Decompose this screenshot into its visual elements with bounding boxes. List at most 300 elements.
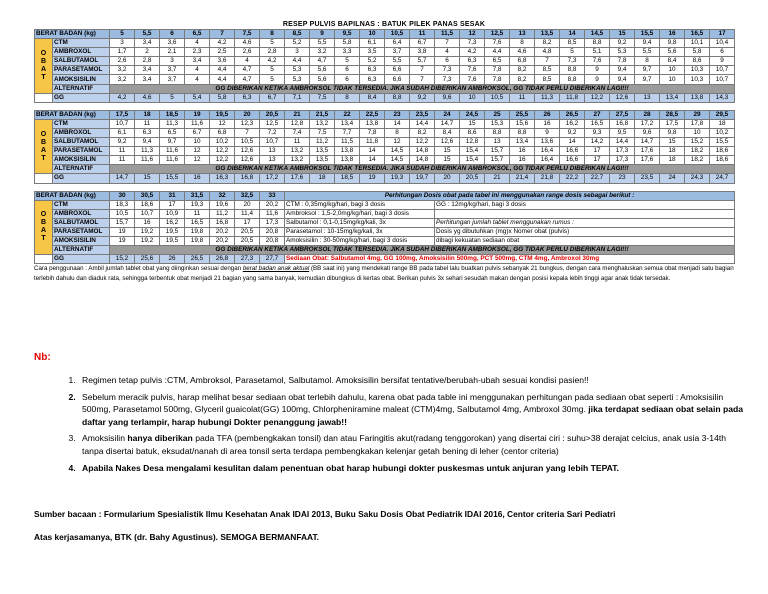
dose-cell: 27,7 — [260, 255, 285, 264]
dose-cell: 6,7 — [185, 128, 210, 137]
dose-range-note: Amoksisilin : 30-50mg/kg/hari, bagi 3 dosis — [285, 236, 435, 245]
dose-cell: 9,4 — [635, 39, 660, 48]
dose-cell: 24 — [660, 174, 685, 183]
drug-row — [35, 119, 735, 128]
dose-cell: 3,2 — [110, 75, 135, 84]
nb-item — [78, 374, 748, 387]
acknowledgement: Atas kerjasamanya, BTK (dr. Bahy Agustinus). SEMOGA BERMANFAAT. — [34, 532, 319, 542]
dose-cell: 8,2 — [510, 66, 535, 75]
dose-cell: 16 — [510, 156, 535, 165]
dose-cell: 8,8 — [385, 93, 410, 102]
dose-cell: 16,6 — [560, 147, 585, 156]
dose-cell: 16,2 — [560, 119, 585, 128]
weight-header-cell: 32 — [210, 191, 235, 200]
dose-cell: 3,4 — [135, 66, 160, 75]
dose-cell: 20,5 — [460, 174, 485, 183]
dose-cell: 19,3 — [185, 200, 210, 209]
dose-cell: 8,6 — [460, 128, 485, 137]
weight-header-cell: 25 — [485, 110, 510, 119]
drug-row — [35, 209, 735, 218]
dose-cell: 11,3 — [535, 93, 560, 102]
dose-cell: 11 — [110, 147, 135, 156]
obat-letter: B — [40, 138, 47, 146]
dose-cell: 10,3 — [685, 75, 710, 84]
drug-row — [35, 57, 735, 66]
dose-cell: 2,1 — [160, 48, 185, 57]
dose-cell: 23 — [610, 174, 635, 183]
dose-cell: 17,3 — [260, 218, 285, 227]
dose-cell: 8,6 — [685, 57, 710, 66]
dose-cell: 18 — [660, 147, 685, 156]
dose-cell: 10,5 — [485, 93, 510, 102]
dose-cell: 12,2 — [210, 147, 235, 156]
dose-cell: 20,8 — [260, 227, 285, 236]
weight-header-cell: 8 — [260, 30, 285, 39]
dose-cell: 5,2 — [285, 39, 310, 48]
dose-cell: 9,5 — [610, 128, 635, 137]
dose-cell: 13,2 — [285, 147, 310, 156]
weight-header-cell: 5 — [110, 30, 135, 39]
obat-label — [35, 200, 53, 255]
dose-cell: 3,8 — [410, 48, 435, 57]
dose-cell: 10,7 — [710, 66, 735, 75]
dose-cell: 1,7 — [110, 48, 135, 57]
dose-cell: 18,6 — [710, 156, 735, 165]
dose-cell: 2,8 — [260, 48, 285, 57]
dose-cell: 9,7 — [635, 75, 660, 84]
dose-cell: 12,2 — [410, 138, 435, 147]
dose-cell: 16,4 — [535, 147, 560, 156]
dose-cell: 5,8 — [335, 39, 360, 48]
dose-cell: 9 — [535, 128, 560, 137]
dose-cell: 18 — [660, 156, 685, 165]
dose-cell: 11,6 — [160, 147, 185, 156]
weight-header-cell: 21,5 — [310, 110, 335, 119]
dose-cell: 3 — [160, 57, 185, 66]
dose-cell: 19,6 — [210, 200, 235, 209]
dose-cell: 4,6 — [510, 48, 535, 57]
dose-cell: 14 — [360, 147, 385, 156]
dosage-tables — [34, 29, 734, 264]
dose-cell: 8,4 — [660, 57, 685, 66]
dose-cell: 6,7 — [410, 39, 435, 48]
dose-cell: 10,7 — [260, 138, 285, 147]
dose-cell: 5,7 — [410, 57, 435, 66]
dose-cell: 16,6 — [560, 156, 585, 165]
dose-cell: 11 — [510, 93, 535, 102]
obat-letter: A — [40, 146, 47, 154]
dose-cell: 4,2 — [210, 39, 235, 48]
dose-range-heading: Perhitungan Dosis obat pada tabel ini menggunakan range dosis sebagai berikut : — [285, 191, 735, 200]
dose-cell: 7,6 — [460, 75, 485, 84]
dose-cell: 7,7 — [335, 128, 360, 137]
dose-cell: 20,5 — [235, 236, 260, 245]
drug-row — [35, 138, 735, 147]
dose-cell: 15,3 — [485, 119, 510, 128]
formula-note: dibagi kekuatan sediaan obat — [435, 236, 735, 245]
dose-cell: 5 — [560, 48, 585, 57]
nb-text: Regimen tetap pulvis :CTM, Ambroksol, Parasetamol, Salbutamol. Amoksisilin bersifat tentative/berubah-ubah sesuai kondisi pasien!! — [82, 375, 589, 385]
drug-row — [35, 147, 735, 156]
dose-cell: 9 — [585, 66, 610, 75]
dose-cell: 16,2 — [160, 218, 185, 227]
dose-cell: 12,2 — [210, 156, 235, 165]
dose-cell: 5,3 — [285, 75, 310, 84]
gg-spacer — [35, 255, 53, 264]
dose-cell: 15,2 — [685, 138, 710, 147]
dose-cell: 13 — [635, 93, 660, 102]
dose-cell: 6,6 — [385, 75, 410, 84]
drug-name: AMBROXOL — [53, 209, 110, 218]
dose-cell: 13,5 — [310, 147, 335, 156]
alternatif-label: ALTERNATIF — [53, 165, 110, 174]
dose-cell: 10,5 — [110, 209, 135, 218]
dose-cell: 13,8 — [335, 156, 360, 165]
nb-item — [78, 462, 748, 475]
dose-cell: 14,4 — [410, 119, 435, 128]
dose-cell: 11,6 — [160, 156, 185, 165]
dose-cell: 5,2 — [360, 57, 385, 66]
dose-cell: 6,3 — [135, 128, 160, 137]
dose-cell: 5,6 — [310, 75, 335, 84]
dose-cell: 4,7 — [310, 57, 335, 66]
dose-cell: 13 — [260, 156, 285, 165]
dose-cell: 8,8 — [560, 75, 585, 84]
gg-spacer — [35, 93, 53, 102]
dose-cell: 19,8 — [185, 227, 210, 236]
dose-cell: 3,3 — [335, 48, 360, 57]
dose-cell: 7,5 — [310, 93, 335, 102]
dose-cell: 14,5 — [385, 147, 410, 156]
dose-cell: 4 — [185, 39, 210, 48]
dose-cell: 19,3 — [385, 174, 410, 183]
dose-cell: 7,8 — [485, 75, 510, 84]
dose-cell: 5 — [160, 93, 185, 102]
dose-cell: 6,6 — [385, 66, 410, 75]
dose-cell: 17,2 — [635, 119, 660, 128]
drug-row — [35, 218, 735, 227]
obat-letter: B — [40, 57, 47, 65]
usage-instructions — [34, 264, 734, 283]
dose-cell: 13,8 — [360, 119, 385, 128]
dose-cell: 16 — [185, 174, 210, 183]
drug-row — [35, 39, 735, 48]
dose-cell: 4,4 — [210, 75, 235, 84]
drug-name: AMOKSISILIN — [53, 236, 110, 245]
weight-header-cell: 13,5 — [535, 30, 560, 39]
dose-cell: 19,2 — [135, 227, 160, 236]
dose-cell: 11 — [185, 209, 210, 218]
nb-emphasis: Apabila Nakes Desa mengalami kesulitan dalam penentuan obat harap hubungi dokter puskesmas untuk anjuran yang lebih TEPAT. — [82, 462, 619, 473]
drug-name: GG — [53, 255, 110, 264]
dose-cell: 7 — [535, 57, 560, 66]
obat-letter: T — [41, 154, 46, 162]
dose-cell: 5,5 — [385, 57, 410, 66]
dose-cell: 9,4 — [135, 138, 160, 147]
obat-letter: A — [40, 227, 47, 235]
dose-cell: 9,8 — [660, 128, 685, 137]
alternatif-note: GG DIBERIKAN KETIKA AMBROKSOL TIDAK TERSEDIA. JIKA SUDAH DIBERIKAN AMBROKSOL, GG TIDAK PERLU DIBERIKAN LAGI!!! — [110, 84, 735, 93]
dose-cell: 9,2 — [610, 39, 635, 48]
dose-cell: 24,3 — [685, 174, 710, 183]
obat-letter: O — [40, 130, 47, 138]
obat-letter: B — [40, 219, 47, 227]
weight-header-label: BERAT BADAN (kg) — [35, 110, 110, 119]
dose-cell: 13 — [260, 147, 285, 156]
formula-note: Dosis yg dibutuhkan (mg)x Nomer obat (pulvis) — [435, 227, 735, 236]
dose-cell: 3,2 — [110, 66, 135, 75]
dose-cell: 8,8 — [485, 128, 510, 137]
dose-cell: 19,5 — [160, 236, 185, 245]
dose-cell: 15,4 — [460, 147, 485, 156]
dose-cell: 12 — [185, 156, 210, 165]
dose-cell: 17,5 — [660, 119, 685, 128]
dose-cell: 15,5 — [160, 174, 185, 183]
dose-cell: 14 — [360, 156, 385, 165]
drug-name: GG — [53, 174, 110, 183]
drug-row — [35, 66, 735, 75]
weight-header-cell: 13 — [510, 30, 535, 39]
weight-header-cell: 17 — [710, 30, 735, 39]
dose-cell: 4,6 — [135, 93, 160, 102]
dose-cell: 6,8 — [510, 57, 535, 66]
dose-cell: 17 — [585, 147, 610, 156]
dose-cell: 16 — [510, 147, 535, 156]
weight-header-cell: 29,5 — [710, 110, 735, 119]
page-title: RESEP PULVIS BAPILNAS : BATUK PILEK PANAS SESAK — [282, 21, 486, 28]
dose-cell: 2,8 — [135, 57, 160, 66]
weight-header-cell: 21 — [285, 110, 310, 119]
dose-cell: 11 — [110, 156, 135, 165]
dose-cell: 7,3 — [435, 66, 460, 75]
dose-cell: 14,8 — [410, 156, 435, 165]
dose-cell: 5,6 — [310, 66, 335, 75]
dose-cell: 15 — [435, 147, 460, 156]
dose-cell: 13,4 — [510, 138, 535, 147]
weight-header-cell: 23 — [385, 110, 410, 119]
dose-cell: 8 — [510, 39, 535, 48]
dose-cell: 18 — [310, 174, 335, 183]
drug-row — [35, 236, 735, 245]
dose-cell: 15,7 — [110, 218, 135, 227]
dose-cell: 13,4 — [335, 119, 360, 128]
drug-name: PARASETAMOL — [53, 66, 110, 75]
obat-letter: T — [41, 73, 46, 81]
drug-name: SALBUTAMOL — [53, 218, 110, 227]
dose-cell: 9,7 — [160, 138, 185, 147]
dose-cell: 17,6 — [285, 174, 310, 183]
dose-cell: 17 — [160, 200, 185, 209]
dose-cell: 10,5 — [235, 138, 260, 147]
dose-cell: 12,6 — [235, 147, 260, 156]
nb-list — [60, 374, 748, 478]
dose-cell: 6 — [335, 75, 360, 84]
dose-cell: 8,5 — [535, 75, 560, 84]
dose-cell: 11,8 — [360, 138, 385, 147]
weight-header-cell: 19,5 — [210, 110, 235, 119]
dose-cell: 10,7 — [110, 119, 135, 128]
nb-item — [78, 391, 748, 429]
weight-header-label: BERAT BADAN (kg) — [35, 191, 110, 200]
weight-header-cell: 28 — [635, 110, 660, 119]
weight-header-cell: 14 — [560, 30, 585, 39]
drug-row — [35, 156, 735, 165]
dose-cell: 6,4 — [385, 39, 410, 48]
dosage-sheet — [34, 20, 734, 283]
dose-cell: 3,5 — [360, 48, 385, 57]
dose-cell: 7,8 — [360, 128, 385, 137]
dose-cell: 8,8 — [585, 39, 610, 48]
dose-cell: 16 — [535, 119, 560, 128]
dose-cell: 6,7 — [260, 93, 285, 102]
weight-header-cell: 11 — [410, 30, 435, 39]
dose-cell: 12,2 — [585, 93, 610, 102]
dose-cell: 15,7 — [485, 156, 510, 165]
dose-cell: 12,8 — [460, 138, 485, 147]
dose-range-note: Salbutamol : 0,1-0,15mg/kg/kali, 3x — [285, 218, 435, 227]
dose-cell: 9,4 — [610, 75, 635, 84]
dose-cell: 10,3 — [685, 66, 710, 75]
dose-cell: 17 — [585, 156, 610, 165]
weight-header-cell: 29 — [685, 110, 710, 119]
dose-cell: 9,2 — [560, 128, 585, 137]
dose-cell: 3,7 — [385, 48, 410, 57]
dose-cell: 7 — [235, 128, 260, 137]
dose-cell: 18,3 — [110, 200, 135, 209]
dose-cell: 25,6 — [135, 255, 160, 264]
nb-text: pada TFA (pembengkakan tonsil) dan atau Faringitis akut(radang tenggorokan) yang disertai ciri : suhu>38 derajat celcius, anak usia 3-14th tanpa disertai batuk, eksudat/nanah di area tonsil serta terdapa pembengkakan kelenjar getah bening di leher (centor criteria) — [82, 433, 727, 456]
dose-cell: 9,4 — [610, 66, 635, 75]
alternatif-label: ALTERNATIF — [53, 246, 110, 255]
dose-cell: 4,8 — [535, 48, 560, 57]
dose-cell: 4,4 — [210, 66, 235, 75]
dose-cell: 26,5 — [185, 255, 210, 264]
dose-cell: 10,2 — [210, 138, 235, 147]
weight-header-cell: 9,5 — [335, 30, 360, 39]
dose-cell: 10 — [660, 75, 685, 84]
weight-header-cell: 24 — [435, 110, 460, 119]
dose-cell: 9,2 — [110, 138, 135, 147]
weight-header-cell: 5,5 — [135, 30, 160, 39]
dose-cell: 6,3 — [360, 75, 385, 84]
dose-cell: 11,2 — [310, 138, 335, 147]
dose-cell: 4,2 — [460, 48, 485, 57]
dose-cell: 10 — [660, 66, 685, 75]
dose-cell: 19 — [110, 236, 135, 245]
dose-cell: 9,6 — [435, 93, 460, 102]
dose-cell: 7 — [435, 39, 460, 48]
alternatif-note: GG DIBERIKAN KETIKA AMBROKSOL TIDAK TERSEDIA. JIKA SUDAH DIBERIKAN AMBROKSOL, GG TIDAK PERLU DIBERIKAN LAGI!!! — [110, 165, 735, 174]
usage-emphasis: berat badan anak aktual — [242, 265, 310, 273]
dose-cell: 17,8 — [685, 119, 710, 128]
dose-cell: 26 — [160, 255, 185, 264]
dose-cell: 7,6 — [585, 57, 610, 66]
drug-name: PARASETAMOL — [53, 227, 110, 236]
dose-cell: 6,5 — [160, 128, 185, 137]
drug-row — [35, 48, 735, 57]
dose-cell: 3,7 — [160, 66, 185, 75]
obat-label — [35, 119, 53, 174]
dose-cell: 8 — [635, 57, 660, 66]
dose-cell: 8 — [385, 128, 410, 137]
dose-cell: 15,7 — [485, 147, 510, 156]
dose-cell: 16,5 — [585, 119, 610, 128]
dose-cell: 26,8 — [210, 255, 235, 264]
weight-header-cell: 8,5 — [285, 30, 310, 39]
drug-name: SALBUTAMOL — [53, 57, 110, 66]
nb-text: Amoksisilin — [82, 433, 128, 444]
weight-header-cell: 10,5 — [385, 30, 410, 39]
formula-note — [435, 209, 735, 218]
dosage-table-1 — [34, 29, 735, 103]
dose-cell: 5 — [260, 75, 285, 84]
dose-cell: 2,6 — [110, 57, 135, 66]
dose-cell: 4,2 — [110, 93, 135, 102]
weight-header-cell: 10 — [360, 30, 385, 39]
dose-cell: 27,3 — [235, 255, 260, 264]
dose-cell: 10,7 — [710, 75, 735, 84]
dose-cell: 18,6 — [710, 147, 735, 156]
drug-row — [35, 128, 735, 137]
weight-header-cell: 7 — [210, 30, 235, 39]
dose-cell: 12,6 — [235, 156, 260, 165]
dose-cell: 10 — [685, 128, 710, 137]
dose-cell: 15,6 — [510, 119, 535, 128]
dosage-table-3 — [34, 191, 735, 265]
dose-cell: 18 — [710, 119, 735, 128]
weight-header-label: BERAT BADAN (kg) — [35, 30, 110, 39]
weight-header-cell: 6 — [160, 30, 185, 39]
dose-cell: 11,6 — [185, 119, 210, 128]
obat-letter: A — [40, 65, 47, 73]
dose-cell: 14,7 — [635, 138, 660, 147]
dose-cell: 13 — [485, 138, 510, 147]
dose-cell: 12,5 — [260, 119, 285, 128]
dose-cell: 18,2 — [685, 156, 710, 165]
gg-spacer — [35, 174, 53, 183]
drug-name: SALBUTAMOL — [53, 138, 110, 147]
dose-cell: 4,4 — [285, 57, 310, 66]
dose-cell: 20 — [235, 200, 260, 209]
sediaan-note: Sediaan Obat: Salbutamol 4mg, GG 100mg, Amoksisilin 500mg, PCT 500mg, CTM 4mg, Ambroxol 30mg — [285, 255, 735, 264]
dose-cell: 20,2 — [210, 236, 235, 245]
alternatif-label: ALTERNATIF — [53, 84, 110, 93]
drug-name: PARASETAMOL — [53, 147, 110, 156]
dose-cell: 19 — [360, 174, 385, 183]
dose-cell: 13,6 — [535, 138, 560, 147]
dose-cell: 20 — [435, 174, 460, 183]
dose-cell: 12,6 — [610, 93, 635, 102]
drug-name: CTM — [53, 39, 110, 48]
dose-cell: 11,4 — [235, 209, 260, 218]
drug-name: CTM — [53, 119, 110, 128]
dose-cell: 6,1 — [360, 39, 385, 48]
drug-name: GG — [53, 93, 110, 102]
dose-cell: 5,3 — [285, 66, 310, 75]
dose-range-note: Ambroksol : 1,5-2,0mg/kg/hari, bagi 3 dosis — [285, 209, 435, 218]
dose-cell: 5,8 — [685, 48, 710, 57]
dose-cell: 8,5 — [560, 39, 585, 48]
dose-cell: 17,3 — [610, 147, 635, 156]
dose-cell: 21,4 — [510, 174, 535, 183]
dose-cell: 7,3 — [560, 57, 585, 66]
weight-header-cell: 31 — [160, 191, 185, 200]
dose-cell: 12,3 — [235, 119, 260, 128]
nb-text: Sebelum meracik pulvis, harap melihat besar sediaan obat terlebih dahulu, karena obat pada table ini menggunakan perhitungan pada sediaan obat seperti : Amoksisilin 500mg, Parasetamol 500mg, Glyceril guaicolat(GG) 100mg, Chlorpheniramine maleat (CTM)4mg, Salbutamol 4mg, Ambroxol 30mg. — [82, 391, 724, 415]
dose-cell: 15,2 — [110, 255, 135, 264]
dose-cell: 7,3 — [435, 75, 460, 84]
dose-cell: 7,6 — [485, 39, 510, 48]
